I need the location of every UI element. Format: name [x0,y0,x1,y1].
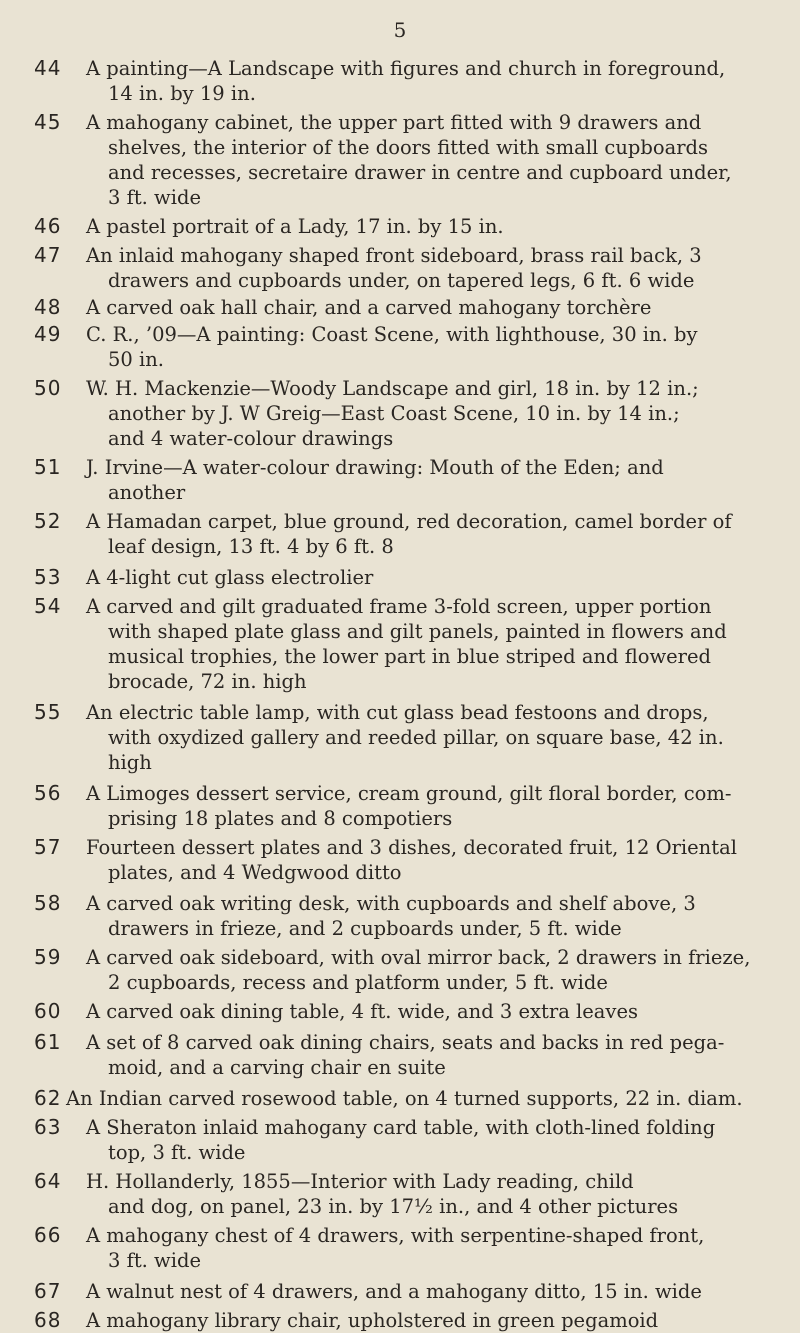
lot-description-line: and recesses, secretaire drawer in centre and cupboard under, [108,161,732,184]
lot-number: 59 [34,945,62,969]
lot-entry [0,376,800,451]
lot-entry [0,594,800,694]
lot-number: 64 [34,1169,62,1193]
lot-entry [0,214,800,239]
lot-description-line: 14 in. by 19 in. [108,82,256,105]
lot-entry [0,1279,800,1304]
lot-description [86,509,732,559]
lot-number: 61 [34,1030,62,1054]
lot-description-line: top, 3 ft. wide [108,1141,246,1164]
lot-number: 52 [34,509,62,533]
lot-description [86,565,696,590]
lot-description-line: A carved and gilt graduated frame 3-fold screen, upper portion [86,595,712,618]
lot-entry [0,700,800,775]
lot-number: 60 [34,999,62,1023]
lot-description-line: A Limoges dessert service, cream ground, gilt floral border, com- [86,782,732,805]
lot-description-line: plates, and 4 Wedgwood ditto [108,861,402,884]
lot-entry [0,1115,800,1165]
lot-entry [0,322,800,372]
lot-description-line: An Indian carved rosewood table, on 4 turned supports, 22 in. diam. [66,1087,743,1110]
lot-description-line: high [108,751,152,774]
lot-entry [0,781,800,831]
lot-description-line: An electric table lamp, with cut glass bead festoons and drops, [86,701,709,724]
lot-number: 45 [34,110,62,134]
lot-entry [0,110,800,210]
lot-number: 49 [34,322,62,346]
lot-description-line: A pastel portrait of a Lady, 17 in. by 15 in. [86,215,504,238]
lot-description [86,1223,705,1273]
lot-description [86,56,726,106]
lot-description [86,1115,716,1165]
lot-description [86,999,696,1024]
lot-number: 46 [34,214,62,238]
lot-entry [0,243,800,293]
lot-entry [0,1086,800,1111]
lot-description-line: 3 ft. wide [108,186,202,209]
lot-number: 44 [34,56,62,80]
lot-description [86,781,732,831]
lot-description [86,1169,696,1219]
lot-description-line: A carved oak writing desk, with cupboards and shelf above, 3 [86,892,696,915]
lot-number: 51 [34,455,62,479]
lot-description-line: leaf design, 13 ft. 4 by 6 ft. 8 [108,535,394,558]
lot-description [86,700,724,775]
lot-description-line: with shaped plate glass and gilt panels, painted in flowers and [108,620,727,643]
lot-description-line: and dog, on panel, 23 in. by 17½ in., and 4 other pictures [108,1195,679,1218]
lot-number: 58 [34,891,62,915]
lot-description-line: shelves, the interior of the doors fitted with small cupboards [108,136,709,159]
lot-description [86,322,696,372]
page-number: 5 [393,18,407,42]
lot-entry [0,56,800,106]
lot-entry [0,509,800,559]
lot-description [86,243,702,293]
lot-description [86,835,737,885]
lot-entry [0,1169,800,1219]
lot-description-line: A set of 8 carved oak dining chairs, seats and backs in red pega- [86,1031,725,1054]
lot-entry [0,945,800,995]
lot-number: 62 [34,1086,62,1110]
lot-description-line: and 4 water-colour drawings [108,427,394,450]
lot-description-line: A carved oak hall chair, and a carved mahogany torchère [86,296,652,319]
lot-description-line: W. H. Mackenzie—Woody Landscape and girl, 18 in. by 12 in.; [86,377,699,400]
lot-description-line: J. Irvine—A water-colour drawing: Mouth of the Eden; and [86,456,664,479]
lot-description [86,594,727,694]
lot-entry [0,891,800,941]
lot-number: 47 [34,243,62,267]
lot-description-line: with oxydized gallery and reeded pillar, on square base, 42 in. [108,726,724,749]
lot-description [86,1308,696,1333]
lot-description-line: 50 in. [108,348,165,371]
lot-description [86,891,696,941]
lot-number: 54 [34,594,62,618]
lot-number: 55 [34,700,62,724]
lot-description-line: A mahogany cabinet, the upper part fitted with 9 drawers and [86,111,702,134]
lot-number: 68 [34,1308,62,1332]
lot-description-line: drawers in frieze, and 2 cupboards under, 5 ft. wide [108,917,622,940]
lot-description-line: moid, and a carving chair en suite [108,1056,446,1079]
lot-description [86,1279,702,1304]
lot-description-line: H. Hollanderly, 1855—Interior with Lady reading, child [86,1170,634,1193]
lot-description [86,455,696,505]
lot-entry [0,1030,800,1080]
lot-description-line: prising 18 plates and 8 compotiers [108,807,453,830]
lot-number: 50 [34,376,62,400]
lot-description-line: musical trophies, the lower part in blue striped and flowered [108,645,712,668]
lot-entry [0,455,800,505]
lot-description-line: Fourteen dessert plates and 3 dishes, decorated fruit, 12 Oriental [86,836,737,859]
lot-description-line: 2 cupboards, recess and platform under, 5 ft. wide [108,971,608,994]
lot-number: 57 [34,835,62,859]
lot-number: 53 [34,565,62,589]
lot-description-line: A walnut nest of 4 drawers, and a mahogany ditto, 15 in. wide [86,1280,702,1303]
lot-description-line: C. R., ’09—A painting: Coast Scene, with lighthouse, 30 in. by [86,323,698,346]
lot-entry [0,999,800,1024]
lot-number: 66 [34,1223,62,1247]
lot-description-line: A painting—A Landscape with figures and church in foreground, [86,57,726,80]
lot-description-line: A carved oak dining table, 4 ft. wide, and 3 extra leaves [86,1000,638,1023]
lot-description [86,945,751,995]
lot-description [86,1030,725,1080]
lot-description-line: An inlaid mahogany shaped front sideboard, brass rail back, 3 [86,244,702,267]
lot-entry [0,835,800,885]
lot-description-line: A 4-light cut glass electrolier [86,566,374,589]
lot-entry [0,565,800,590]
lot-description [66,1086,743,1111]
lot-description-line: brocade, 72 in. high [108,670,307,693]
lot-description-line: another by J. W Greig—East Coast Scene, 10 in. by 14 in.; [108,402,680,425]
lot-description-line: A mahogany library chair, upholstered in green pegamoid [86,1309,659,1332]
lot-description-line: 3 ft. wide [108,1249,202,1272]
lot-entry [0,1223,800,1273]
lot-number: 48 [34,295,62,319]
lot-entry [0,1308,800,1333]
lot-description [86,110,732,210]
lot-description-line: drawers and cupboards under, on tapered legs, 6 ft. 6 wide [108,269,695,292]
lot-number: 63 [34,1115,62,1139]
lot-description [86,295,696,320]
lot-description-line: A Hamadan carpet, blue ground, red decoration, camel border of [86,510,732,533]
lot-number: 56 [34,781,62,805]
lot-description-line: another [108,481,186,504]
lot-description [86,376,699,451]
lot-description-line: A carved oak sideboard, with oval mirror back, 2 drawers in frieze, [86,946,751,969]
lot-description-line: A Sheraton inlaid mahogany card table, with cloth-lined folding [86,1116,716,1139]
lot-description [86,214,696,239]
lot-number: 67 [34,1279,62,1303]
lot-entry [0,295,800,320]
lot-description-line: A mahogany chest of 4 drawers, with serpentine-shaped front, [86,1224,705,1247]
lot-list [0,52,800,1333]
